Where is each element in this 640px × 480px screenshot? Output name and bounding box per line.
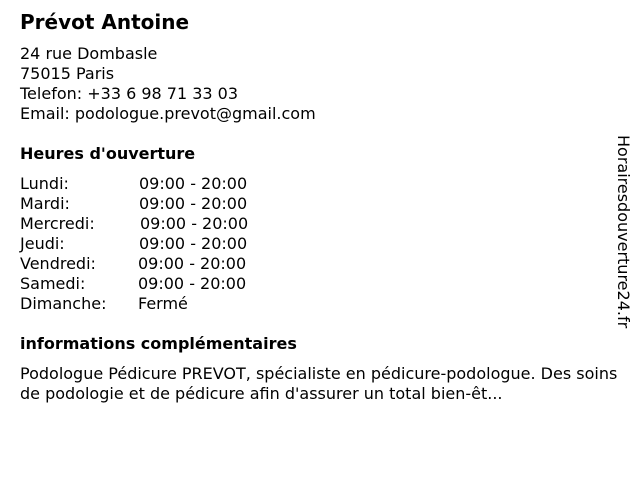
- opening-hours-heading: Heures d'ouverture: [20, 144, 196, 163]
- phone-line: Telefon: +33 6 98 71 33 03: [20, 84, 239, 103]
- street-address: 24 rue Dombasle: [20, 44, 158, 63]
- email-line: Email: podologue.prevot@gmail.com: [20, 104, 316, 123]
- hours-time: 09:00 - 20:00: [139, 174, 248, 193]
- hours-time: 09:00 - 20:00: [140, 214, 249, 233]
- hours-day: Samedi:: [20, 274, 86, 293]
- hours-time: 09:00 - 20:00: [138, 274, 247, 293]
- hours-time: 09:00 - 20:00: [139, 234, 248, 253]
- hours-time: Fermé: [138, 294, 188, 313]
- additional-info-heading: informations complémentaires: [20, 334, 297, 353]
- postal-city: 75015 Paris: [20, 64, 115, 83]
- hours-day: Mercredi:: [20, 214, 95, 233]
- business-name: Prévot Antoine: [20, 10, 190, 34]
- site-watermark: Horairesdouverture24.fr: [614, 135, 633, 329]
- hours-day: Vendredi:: [20, 254, 96, 273]
- hours-time: 09:00 - 20:00: [138, 254, 247, 273]
- hours-day: Jeudi:: [20, 234, 65, 253]
- hours-time: 09:00 - 20:00: [139, 194, 248, 213]
- hours-day: Dimanche:: [20, 294, 107, 313]
- contact-block: [20, 44, 316, 124]
- hours-day: Mardi:: [20, 194, 70, 213]
- hours-day: Lundi:: [20, 174, 69, 193]
- additional-info-text: Podologue Pédicure PREVOT, spécialiste en pédicure-podologue. Des soins de podologie et de pédicure afin d'assurer un total bien-êt...: [20, 364, 618, 403]
